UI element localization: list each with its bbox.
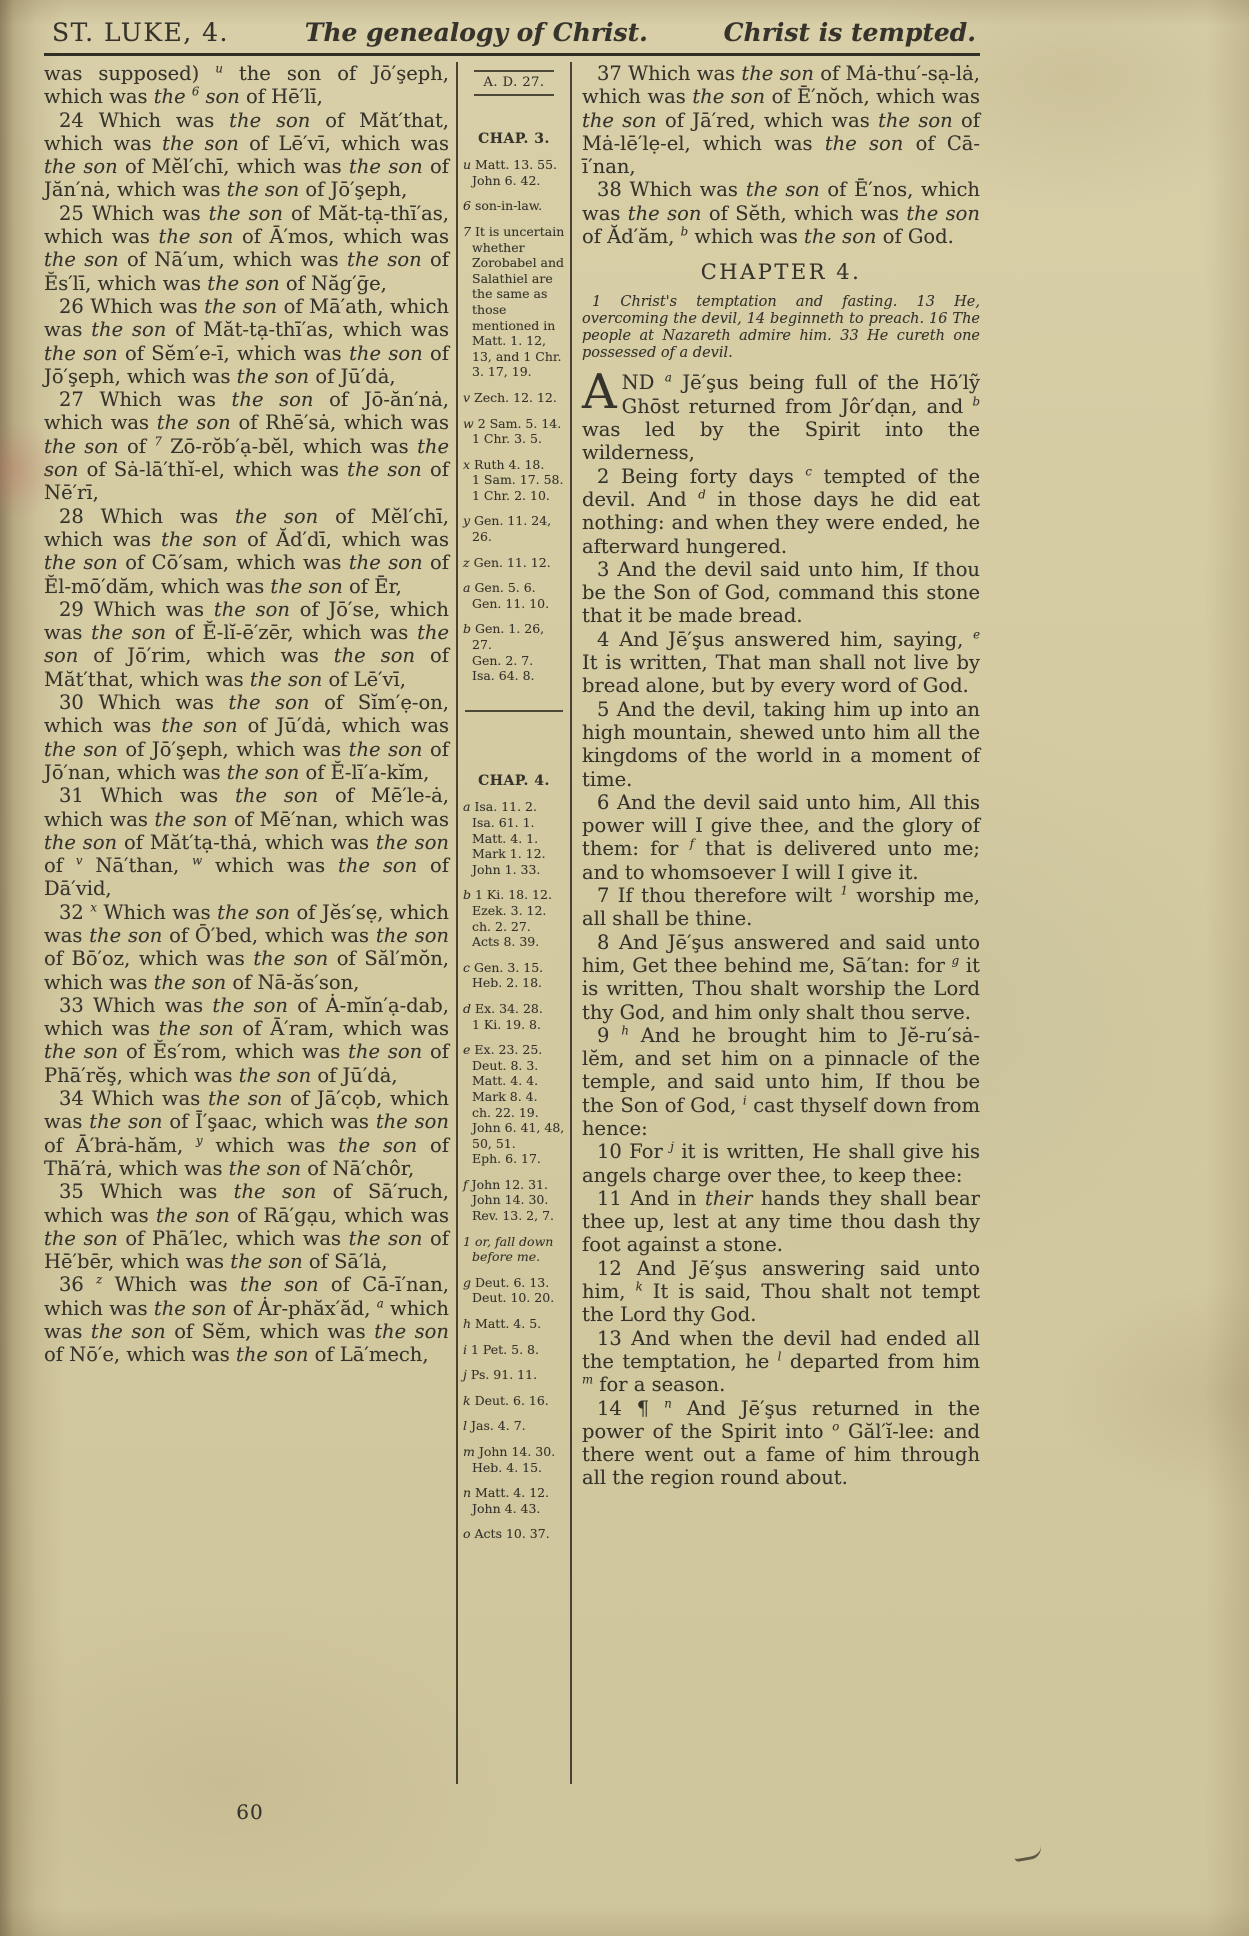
verse-paragraph: 37 Which was the son of Mȧ-thu′-sạ-lȧ, which was the son of Ē′nŏch, which was the son of Jā′red, which was the son of Mȧ-lē′lẹ-el, which was the son of Cā-ī′nan, [582,62,981,179]
running-head [44,14,980,52]
reference-text: Gen. 1. 26, 27. Gen. 2. 7. Isa. 64. 8. [472,621,545,684]
reference-marker: j [463,1367,467,1383]
reference-marker: x [463,456,471,472]
chap4-refs-heading: CHAP. 4. [478,772,550,789]
chap4-ref-list [463,799,565,1542]
reference-text: Zech. 12. 12. [474,389,557,405]
reference-marker: o [463,1526,471,1542]
cross-reference [463,1367,565,1383]
verse-paragraph: 2 Being forty days $^c$ tempted of the devil. And $^d$ in those days he did eat nothing: and when they were ended, he afterward hungered. [582,464,980,558]
cross-reference [463,390,565,406]
cross-reference [463,1001,565,1032]
chapter3-closing-verses [582,62,980,248]
chap3-ref-list [463,157,565,684]
running-head-right: Christ is tempted. [723,18,976,47]
cross-reference [463,1418,565,1434]
reference-marker: a [463,580,471,596]
cross-reference [463,1393,565,1409]
cross-reference [463,198,565,214]
reference-marker: a [463,799,471,815]
left-column-verses [44,109,449,1367]
verse-paragraph: 33 Which was the son of Ȧ-mĭn′ạ-dab, which was the son of Ā′ram, which was the son of Ĕs′rom, which was the son of Phā′rĕş, which was the son of Jū′dȧ, [44,993,449,1087]
verse-paragraph: was supposed) $^u$ the son of Jō′şeph, which was the $^6$ son of Hē′lī, [44,61,449,109]
verse-paragraph: 10 For $^j$ it is written, He shall give his angels charge over thee, to keep thee: [582,1139,980,1187]
reference-text: or, fall down before me. [472,1233,554,1265]
reference-marker: i [463,1341,467,1357]
cross-reference [463,555,565,571]
reference-marker: b [463,887,472,903]
date-label: A. D. 27. [483,74,545,90]
reference-text: 1 Pet. 5. 8. [470,1341,539,1357]
reference-marker: w [463,415,474,431]
verse-paragraph: 12 And Jē′şus answering said unto him, $^k$ It is said, Thou shalt not tempt the Lord thy God. [582,1256,981,1327]
reference-column [458,62,570,1784]
verse-paragraph: 4 And Jē′şus answered him, saying, $^e$ It is written, That man shall not live by bread alone, but by every word of God. [582,627,980,698]
reference-marker: 1 [463,1233,471,1249]
cross-reference [463,513,565,544]
cross-reference [463,157,565,188]
verse-paragraph: 7 If thou therefore wilt $^1$ worship me, all shall be thine. [582,883,980,931]
reference-text: Deut. 6. 16. [474,1392,549,1408]
reference-text: Matt. 4. 5. [475,1316,542,1332]
reference-marker: u [463,157,472,173]
chap3-refs-heading: CHAP. 3. [478,130,550,147]
reference-marker: k [463,1392,471,1408]
reference-text: 2 Sam. 5. 14. 1 Chr. 3. 5. [472,415,562,447]
verse-paragraph: 27 Which was the son of Jō-ăn′nȧ, which was the son of Rhē′sȧ, which was the son of $^7$ Zō-rŏb′ạ-bĕl, which was the son of Sȧ-lā′thĭ-el, which was the son of Nē′rī, [44,388,449,505]
reference-text: Matt. 4. 12. John 4. 43. [472,1485,550,1516]
cross-reference [463,1234,565,1265]
reference-text: Ex. 23. 25. Deut. 8. 3. Matt. 4. 4. Mark 8. 4. ch. 22. 19. John 6. 41, 48, 50, 51. Eph. 6. 17. [472,1042,565,1167]
cross-reference [463,1526,565,1542]
verse-paragraph: 11 And in their hands they shall bear thee up, lest at any time thou dash thy foot against a stone. [582,1186,980,1257]
reference-text: Gen. 5. 6. Gen. 11. 10. [472,580,550,611]
reference-text: Acts 10. 37. [474,1526,550,1542]
drop-cap: A [582,364,617,421]
reference-text: Ps. 91. 11. [470,1367,538,1383]
cross-reference [463,1316,565,1332]
page-title: ST. LUKE, 4. [52,18,229,47]
reference-marker: m [463,1444,475,1459]
chapter-heading: CHAPTER 4. [700,260,862,285]
page-content [44,14,980,1824]
reference-text: Isa. 11. 2. Isa. 61. 1. Matt. 4. 1. Mark 1. 12. John 1. 33. [472,799,546,877]
reference-marker: e [463,1042,471,1058]
cross-reference [463,1275,565,1306]
verse-paragraph: 14 ¶ $^n$ And Jē′şus returned in the power of the Spirit into $^o$ Găl′ĭ-lee: and there went out a fame of him through all the region round about. [582,1396,980,1490]
reference-text: Jas. 4. 7. [470,1418,526,1434]
date-rule-bottom [474,94,554,96]
cross-reference [463,960,565,991]
right-column [572,62,980,1784]
cross-reference [463,621,565,683]
verse-paragraph: 31 Which was the son of Mē′le-ȧ, which was the son of Mē′nan, which was the son of Măt′tạ-thȧ, which was the son of $^v$ Nā′than, $^w$ which was the son of Dā′vid, [44,784,450,901]
running-head-center: The genealogy of Christ. [304,18,648,47]
cross-reference [463,457,565,504]
reference-text: John 14. 30. Heb. 4. 15. [472,1444,556,1475]
reference-text: 1 Ki. 18. 12. Ezek. 3. 12. ch. 2. 27. Acts 8. 39. [472,887,552,950]
verse-paragraph: 13 And when the devil had ended all the temptation, he $^l$ departed from him $^m$ for a season. [582,1326,981,1397]
reference-text: Gen. 11. 24, 26. [472,513,552,545]
reference-text: Deut. 6. 13. Deut. 10. 20. [472,1274,555,1306]
page-number: 60 [236,1800,264,1824]
verse-paragraph: 9 $^h$ And he brought him to Jĕ-ru′sȧ-lĕm, and set him on a pinnacle of the temple, and said unto him, If thou be the Son of God, $^i$ cast thyself down from hence: [582,1023,981,1140]
verse-paragraph: 29 Which was the son of Jō′se, which was the son of Ĕ-lĭ-ē′zēr, which was the son of Jō′rim, which was the son of Măt′that, which was the son of Lē′vī, [44,597,449,691]
cross-reference [463,224,565,380]
reference-marker: f [463,1176,468,1192]
verse-paragraph: 28 Which was the son of Mĕl′chī, which was the son of Ăd′dī, which was the son of Cō′sam, which was the son of Ĕl-mō′dăm, which was the son of Ēr, [44,504,449,598]
verse-paragraph [582,364,980,465]
reference-marker: l [463,1418,467,1434]
reference-text: Matt. 13. 55. John 6. 42. [472,157,558,188]
reference-text: Gen. 11. 12. [473,554,551,570]
reference-marker: 6 [463,198,471,214]
verse-paragraph: 3 And the devil said unto him, If thou be the Son of God, command this stone that it be made bread. [582,557,980,628]
verse-paragraph: 24 Which was the son of Măt′that, which was the son of Lē′vī, which was the son of Mĕl′chī, which was the son of Jăn′nȧ, which was the son of Jō′şeph, [44,108,449,202]
chapter4-verses [582,465,980,1490]
verse-paragraph: 6 And the devil said unto him, All this power will I give thee, and the glory of them: for $^f$ that is delivered unto me; and to whomsoever I will I give it. [582,790,980,884]
reference-marker: g [463,1274,472,1290]
verse-paragraph: 5 And the devil, taking him up into an high mountain, shewed unto him all the kingdoms of the world in a moment of time. [582,697,980,791]
reference-marker: b [463,621,472,637]
header-rule [44,53,980,56]
reference-marker: c [463,959,471,975]
ink-smudge [1013,1846,1043,1863]
date-box [471,70,557,96]
reference-marker: d [463,1000,472,1016]
reference-text: son-in-law. [474,198,543,214]
reference-marker: 7 [463,223,471,239]
reference-marker: v [463,389,471,405]
verse-paragraph: 36 $^z$ Which was the son of Cā-ī′nan, which was the son of Ȧr-phăx′ăd, $^a$ which was the son of Sĕm, which was the son of Nō′e, which was the son of Lā′mech, [44,1272,449,1367]
reference-text: Ruth 4. 18. 1 Sam. 17. 58. 1 Chr. 2. 10. [472,456,564,503]
verse-paragraph: 8 And Jē′şus answered and said unto him, Get thee behind me, Sā′tan: for $^g$ it is written, Thou shalt worship the Lord thy God, and him only shalt thou serve. [582,930,980,1024]
cross-reference [463,1342,565,1358]
cross-reference [463,1485,565,1516]
cross-reference [463,1444,565,1475]
cross-reference [463,887,565,949]
left-column [44,62,456,1784]
verse-paragraph: 26 Which was the son of Mā′ath, which was the son of Măt-tạ-thī′as, which was the son of Sĕm′e-ī, which was the son of Jō′şeph, which was the son of Jū′dȧ, [44,294,449,388]
cross-reference [463,799,565,877]
reference-marker: h [463,1316,472,1332]
verse-paragraph: 38 Which was the son of Ē′nos, which was the son of Sĕth, which was the son of Ăd′ăm, $^b$ which was the son of God. [582,178,980,249]
reference-text: Ex. 34. 28. 1 Ki. 19. 8. [472,1000,543,1032]
reference-text: John 12. 31. John 14. 30. Rev. 13. 2, 7. [471,1176,555,1224]
verse-paragraph: 35 Which was the son of Sā′ruch, which was the son of Rā′gạu, which was the son of Phā′lec, which was the son of Hē′bēr, which was the son of Sā′lȧ, [44,1180,449,1274]
verse-paragraph: 32 $^x$ Which was the son of Jĕs′sẹ, which was the son of Ō′bed, which was the son of Bō′oz, which was the son of Săl′mŏn, which was the son of Nā-ăs′son, [44,900,449,994]
cross-reference [463,416,565,447]
reference-marker: n [463,1485,472,1501]
reference-text: It is uncertain whether Zorobabel and Salathiel are the same as those mentioned in Matt. 1. 12, 13, and 1 Chr. 3. 17, 19. [472,223,565,380]
chapter-summary: 1 Christ's temptation and fasting. 13 He, overcoming the devil, 14 beginneth to preach. 16 The people at Nazareth admire him. 33 He cureth one possessed of a devil. [582,293,980,362]
verse-paragraph: 34 Which was the son of Jā′cọb, which was the son of Ī′şaac, which was the son of Ā′brȧ-hăm, $^y$ which was the son of Thā′rȧ, which was the son of Nā′chôr, [44,1087,449,1180]
verse-text: ND $^a$ Jē′şus being full of the Hō′lỹ Ghōst returned from Jôr′dạn, and $^b$ was led by the Spirit into the wilderness, [582,370,980,465]
reference-marker: z [463,554,470,570]
cross-reference [463,1177,565,1224]
verse-paragraph: 25 Which was the son of Măt-tạ-thī′as, which was the son of Ā′mos, which was the son of Nā′um, which was the son of Ĕs′lī, which was the son of Năg′ḡe, [44,201,449,295]
reference-marker: y [463,513,471,529]
cross-reference [463,580,565,611]
cross-reference [463,1042,565,1167]
reference-text: Gen. 3. 15. Heb. 2. 18. [472,959,544,991]
reference-column-divider [465,710,563,712]
text-columns [44,62,980,1784]
verse-paragraph: 30 Which was the son of Sĭm′ẹ-on, which was the son of Jū′dȧ, which was the son of Jō′şeph, which was the son of Jō′nan, which was the son of Ĕ-lī′a-kĭm, [44,691,450,784]
